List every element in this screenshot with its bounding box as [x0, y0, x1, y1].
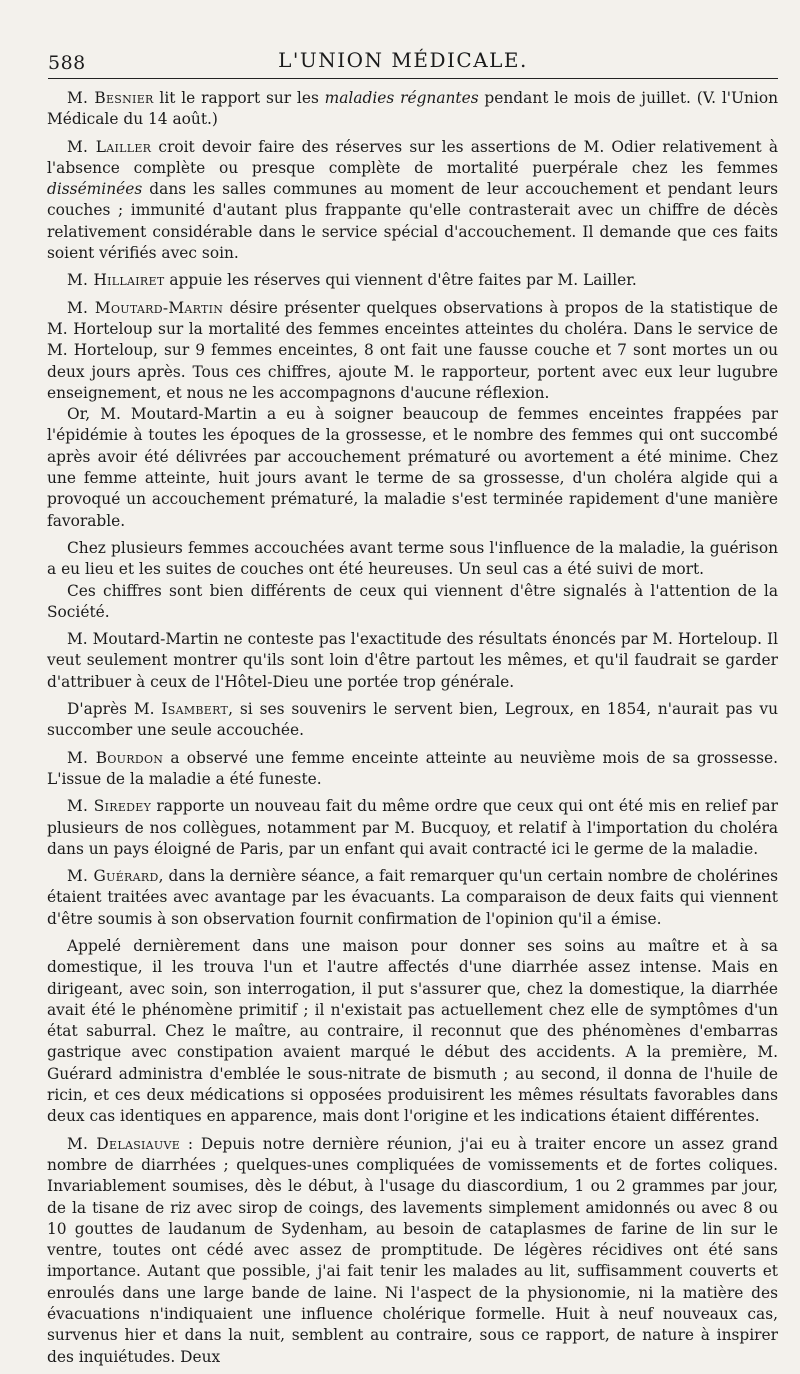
- speaker-name: M. Siredey: [67, 797, 152, 816]
- paragraph: Or, M. Moutard-Martin a eu à soigner beaucoup de femmes enceintes frappées par l'épidémie à toutes les époques de la grossesse, et le nombre des femmes qui ont succombé après avoir été délivrées par accouchement prématuré ou avortement a été minime. Chez une femme atteinte, huit jours avant le terme de sa grossesse, d'un choléra algide qui a provoqué un accouchement prématuré, la maladie s'est terminée rapidement d'une manière favorable.: [47, 405, 778, 530]
- paragraph: M. Siredey rapporte un nouveau fait du même ordre que ceux qui ont été mis en relief par plusieurs de nos collègues, notamment par M. Bucquoy, et relatif à l'importation du choléra dans un pays éloigné de Paris, par un enfant qui avait contracté ici le germe de la maladie.: [47, 797, 778, 858]
- page-number: 588: [48, 52, 86, 74]
- paragraph: Chez plusieurs femmes accouchées avant terme sous l'influence de la maladie, la guérison a eu lieu et les suites de couches ont été heureuses. Un seul cas a été suivi de mort.: [47, 538, 778, 579]
- paragraph: M. Delasiauve : Depuis notre dernière réunion, j'ai eu à traiter encore un assez grand nombre de diarrhées ; quelques-unes compliquées de vomissements et de fortes coliques. Invariablement soumises, dès le début, à l'usage du diascordium, 1 ou 2 grammes par jour, de la tisane de riz avec sirop de coings, des lavements simplement amidonnés ou avec 8 ou 10 gouttes de laudanum de Sydenham, au besoin de cataplasmes de farine de lin sur le ventre, toutes ont cédé avec assez de promptitude. De légères récidives ont été sans importance. Autant que possible, j'ai fait tenir les malades au lit, suffisamment couverts et enroulés dans une large bande de laine. Ni l'aspect de la physionomie, ni la matière des évacuations n'indiquaient une influence cholérique formelle. Huit à neuf nouveaux cas, survenus hier et dans la nuit, semblent au contraire, sous ce rapport, de nature à inspirer des inquiétudes. Deux: [47, 1134, 778, 1366]
- paragraph: M. Bourdon a observé une femme enceinte atteinte au neuvième mois de sa grossesse. L'issue de la maladie a été funeste.: [47, 748, 778, 788]
- speaker-name: Isambert: [161, 700, 229, 719]
- speaker-name: M. Lailler: [67, 137, 152, 156]
- speaker-name: M. Besnier: [67, 89, 154, 107]
- paragraph: M. Guérard, dans la dernière séance, a fait remarquer qu'un certain nombre de cholérines étaient traitées avec avantage par les évacuants. La comparaison de deux faits qui viennent d'être soumis à son observation fournit confirmation de l'opinion qu'il a émise.: [47, 867, 778, 928]
- paragraph: D'après M. Isambert, si ses souvenirs le servent bien, Legroux, en 1854, n'aurait pas vu succomber une seule accouchée.: [47, 700, 778, 740]
- speaker-name: M. Bourdon: [67, 748, 164, 767]
- article-body: [47, 88, 778, 1374]
- speaker-name: M. Hillairet: [67, 271, 165, 290]
- speaker-name: M. Moutard-Martin: [67, 298, 224, 317]
- paragraph: Appelé dernièrement dans une maison pour donner ses soins au maître et à sa domestique, il les trouva l'un et l'autre affectés d'une diarrhée assez intense. Mais en dirigeant, avec soin, son interrogation, il put s'assurer que, chez la domestique, la diarrhée avait été le phénomène primitif ; il n'existait pas actuellement chez elle de symptômes d'un état saburral. Chez le maître, au contraire, il reconnut que des phénomènes d'embarras gastrique avec constipation avaient marqué le début des accidents. A la première, M. Guérard administra d'emblée le sous-nitrate de bismuth ; au second, il donna de l'huile de ricin, et ces deux médications si opposées produisirent les mêmes résultats favorables dans deux cas identiques en apparence, mais dont l'origine et les indications étaient différentes.: [47, 936, 778, 1126]
- paragraph: Ces chiffres sont bien différents de ceux qui viennent d'être signalés à l'attention de la Société.: [47, 581, 778, 621]
- paragraph: M. Lailler croit devoir faire des réserves sur les assertions de M. Odier relativement à l'absence complète ou presque complète de mortalité puerpérale chez les femmes disséminées dans les salles communes au moment de leur accouchement et pendant leurs couches ; immunité d'autant plus frappante qu'elle contrasterait avec un chiffre de décès relativement considérable dans le service spécial d'accouchement. Il demande que ces faits soient vérifiés avec soin.: [47, 137, 778, 263]
- speaker-name: M. Delasiauve: [67, 1134, 181, 1153]
- paragraph: M. Moutard-Martin ne conteste pas l'exactitude des résultats énoncés par M. Horteloup. Il veut seulement montrer qu'ils sont loin d'être partout les mêmes, et qu'il faudrait se garder d'attribuer à ceux de l'Hôtel-Dieu une portée trop générale.: [47, 630, 778, 691]
- running-header: [48, 46, 758, 80]
- paragraph: M. Besnier lit le rapport sur les maladies régnantes pendant le mois de juillet. (V. l'Union Médicale du 14 août.): [47, 89, 779, 129]
- journal-title: L'UNION MÉDICALE.: [278, 48, 528, 72]
- paragraph: M. Moutard-Martin désire présenter quelques observations à propos de la statistique de M. Horteloup sur la mortalité des femmes enceintes atteintes du choléra. Dans le service de M. Horteloup, sur 9 femmes enceintes, 8 ont fait une fausse couche et 7 sont mortes un ou deux jours après. Tous ces chiffres, ajoute M. le rapporteur, portent avec eux leur lugubre enseignement, et nous ne les accompagnons d'aucune réflexion.: [47, 298, 778, 402]
- header-rule: [48, 78, 778, 79]
- paragraph: M. Hillairet appuie les réserves qui viennent d'être faites par M. Lailler.: [67, 271, 637, 290]
- speaker-name: M. Guérard: [67, 867, 159, 886]
